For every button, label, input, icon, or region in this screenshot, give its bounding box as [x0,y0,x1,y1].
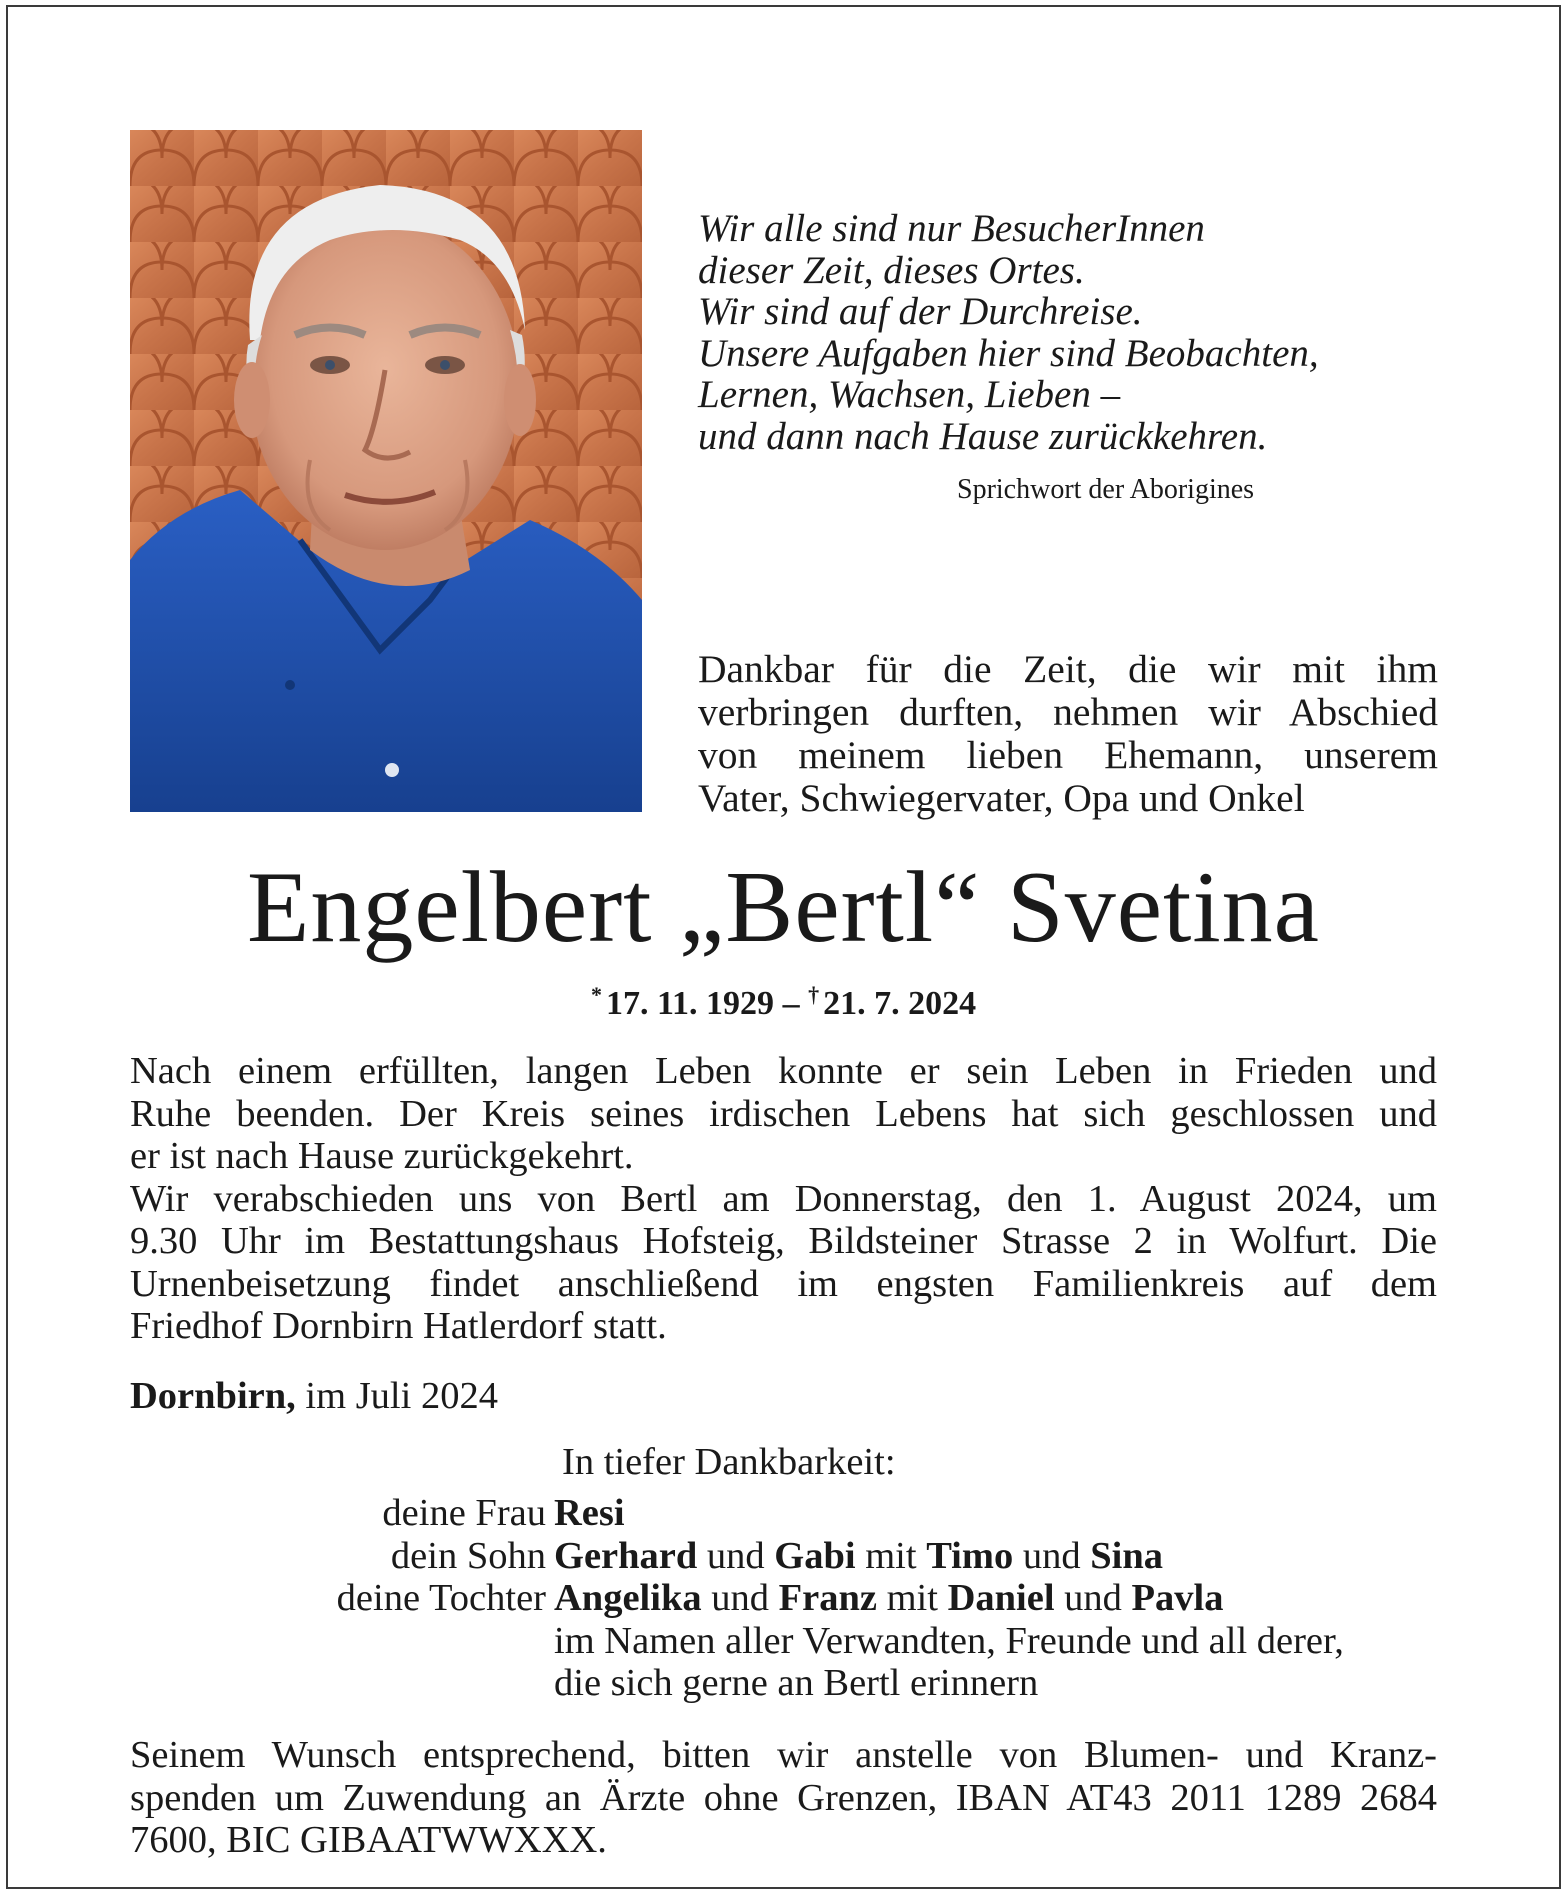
body-line: er ist nach Hause zurückgekehrt. [130,1135,634,1177]
family-name: Sina [1090,1534,1163,1577]
death-symbol: † [808,982,820,1007]
family-row-closing [150,1662,1450,1705]
family-name: Resi [554,1492,625,1534]
closing-line: die sich gerne an Bertl erinnern [554,1662,1039,1704]
quote-line: Wir sind auf der Durchreise. [698,290,1143,333]
family-name: Pavla [1131,1577,1224,1619]
footer-line: spenden um Zuwendung an Ärzte ohne Grenzen, IBAN AT43 2011 1289 2684 [130,1776,1437,1819]
connector: und [701,1577,779,1619]
relation-label: deine Tochter [336,1577,546,1619]
family-name: Gerhard [554,1534,698,1577]
connector: mit [855,1534,927,1577]
connector: und [1054,1577,1132,1619]
quote-line: Unsere Aufgaben hier sind Beobachten, [698,331,1319,375]
family-name: Timo [926,1534,1014,1577]
family-row-daughter [150,1577,1450,1620]
footer-line: 7600, BIC GIBAATWWXXX. [130,1819,607,1861]
relation-label: deine Frau [382,1492,546,1534]
footer-line: Seinem Wunsch entsprechend, bitten wir anstelle von Blumen- und Kranz- [130,1734,1437,1776]
thanks-heading: In tiefer Dankbarkeit: [562,1441,896,1483]
relation-label: dein Sohn [390,1534,546,1577]
body-line: Nach einem erfüllten, langen Leben konnte er sein Leben in Frieden und [130,1050,1437,1092]
quote-source: Sprichwort der Aborigines [957,474,1255,505]
quote-line: und dann nach Hause zurückkehren. [698,414,1268,458]
connector: mit [876,1577,948,1619]
intro-paragraph [698,648,1438,820]
body-line: 9.30 Uhr im Bestattungshaus Hofsteig, Bildsteiner Strasse 2 in Wolfurt. Die [130,1220,1437,1262]
body-line: Urnenbeisetzung findet anschließend im engsten Familienkreis auf dem [130,1262,1437,1305]
intro-line: Dankbar für die Zeit, die wir mit ihm [698,647,1438,691]
intro-line: verbringen durften, nehmen wir Abschied [698,690,1438,734]
family-row-wife [150,1492,1450,1535]
quote-line: dieser Zeit, dieses Ortes. [698,248,1085,292]
quote-line: Lernen, Wachsen, Lieben – [698,373,1121,416]
place-month: im Juli 2024 [305,1375,498,1417]
birth-symbol: * [590,982,602,1007]
date-separator: – [774,985,809,1022]
deceased-name: Engelbert „Bertl“ Svetina [247,851,1320,964]
family-list [150,1492,1450,1705]
donation-note [130,1734,1437,1862]
family-name: Franz [778,1577,877,1619]
birth-date: 17. 11. 1929 [605,985,775,1022]
family-row-son [150,1535,1450,1578]
family-name: Angelika [554,1577,702,1619]
closing-line: im Namen aller Verwandten, Freunde und all derer, [554,1619,1344,1662]
connector: und [1013,1534,1091,1577]
body-line: Wir verabschieden uns von Bertl am Donnerstag, den 1. August 2024, um [130,1177,1437,1220]
family-name: Gabi [774,1534,856,1577]
place-date [130,1374,498,1418]
quote-block [698,208,1458,457]
family-row-closing [150,1620,1450,1663]
body-paragraph [130,1050,1437,1348]
death-date: 21. 7. 2024 [823,985,977,1022]
quote-line: Wir alle sind nur BesucherInnen [698,207,1205,250]
portrait-photo [130,130,642,812]
intro-line: von meinem lieben Ehemann, unserem [698,733,1438,777]
family-name: Daniel [947,1577,1055,1619]
intro-line: Vater, Schwiegervater, Opa und Onkel [698,776,1305,820]
connector: und [697,1534,775,1577]
place-city: Dornbirn, [130,1375,296,1417]
body-line: Ruhe beenden. Der Kreis seines irdischen Lebens hat sich geschlossen und [130,1092,1437,1135]
body-line: Friedhof Dornbirn Hatlerdorf statt. [130,1305,667,1347]
life-dates [0,982,1567,1023]
